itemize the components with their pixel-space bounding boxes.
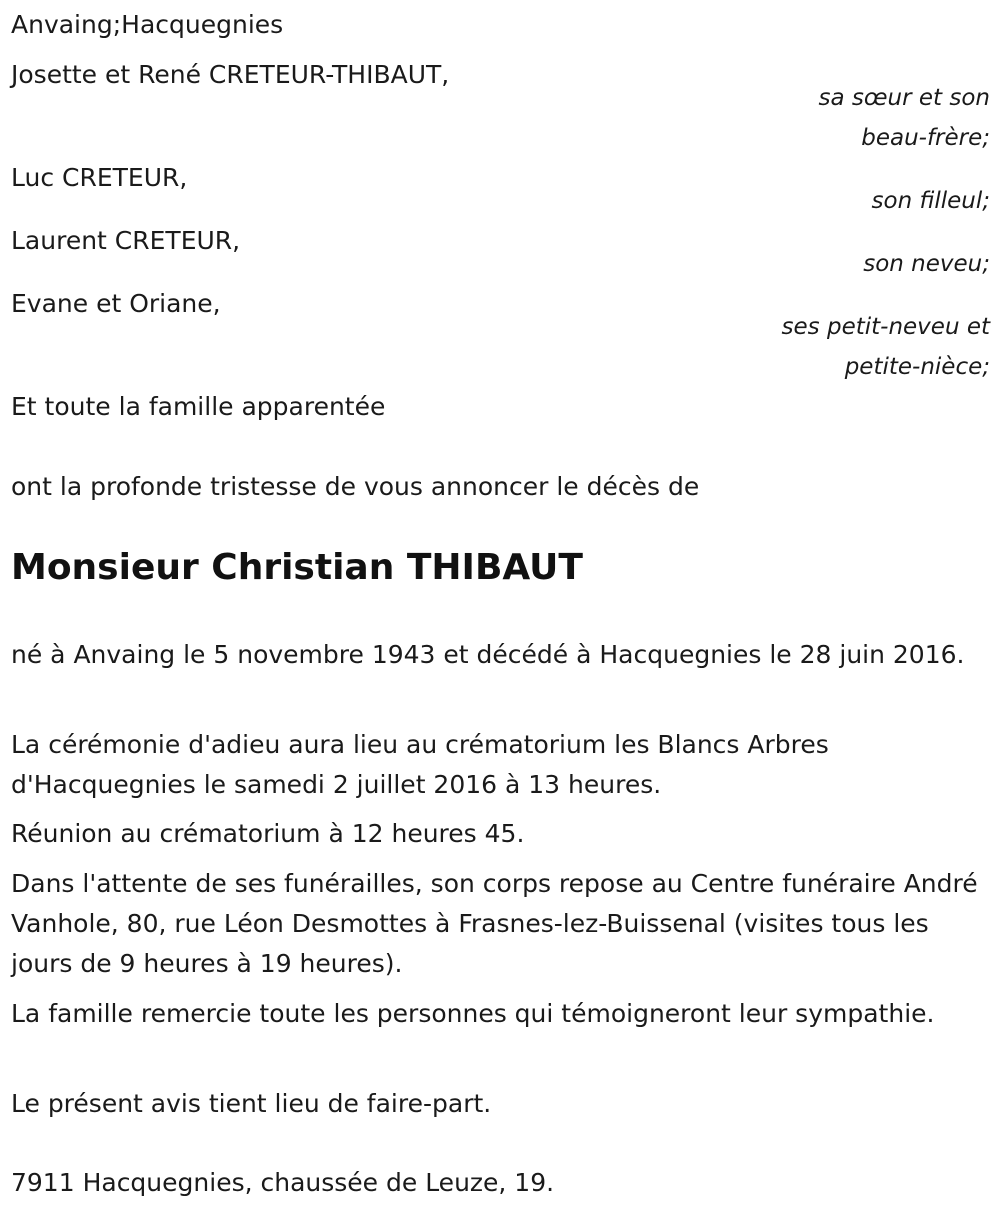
thanks-paragraph: La famille remercie toute les personnes qui témoigneront leur sympathie.	[11, 999, 935, 1028]
family-member-relation: ses petit-neveu et	[781, 314, 990, 340]
notice-paragraph: Le présent avis tient lieu de faire-part.	[11, 1089, 492, 1118]
address-line: 7911 Hacquegnies, chaussée de Leuze, 19.	[11, 1168, 555, 1197]
deceased-name: Monsieur Christian THIBAUT	[11, 547, 583, 588]
ceremony-paragraph: La cérémonie d'adieu aura lieu au crématorium les Blancs Arbres d'Hacquegnies le samedi 2 juillet 2016 à 13 heures.	[11, 730, 829, 799]
reunion-paragraph: Réunion au crématorium à 12 heures 45.	[11, 819, 525, 848]
family-member-relation: son neveu;	[863, 251, 990, 277]
family-member-name: Luc CRETEUR,	[11, 163, 188, 192]
extended-family-line: Et toute la famille apparentée	[11, 392, 386, 421]
family-member-name: Laurent CRETEUR,	[11, 226, 241, 255]
birth-death-paragraph: né à Anvaing le 5 novembre 1943 et décédé à Hacquegnies le 28 juin 2016.	[11, 640, 965, 669]
family-member-name: Josette et René CRETEUR-THIBAUT,	[11, 60, 450, 89]
family-member-name: Evane et Oriane,	[11, 289, 221, 318]
funeral-home-paragraph: Dans l'attente de ses funérailles, son corps repose au Centre funéraire André Vanhole, 80, rue Léon Desmottes à Frasnes-lez-Buissenal (visites tous les jours de 9 heures à 19 heures).	[11, 869, 978, 978]
header-location: Anvaing;Hacquegnies	[11, 10, 284, 39]
family-member-relation: son filleul;	[871, 188, 990, 214]
family-member-relation: petite-nièce;	[844, 354, 990, 380]
family-member-relation: beau-frère;	[861, 125, 990, 151]
announcement-line: ont la profonde tristesse de vous annoncer le décès de	[11, 472, 700, 501]
family-member-relation: sa sœur et son	[818, 85, 990, 111]
